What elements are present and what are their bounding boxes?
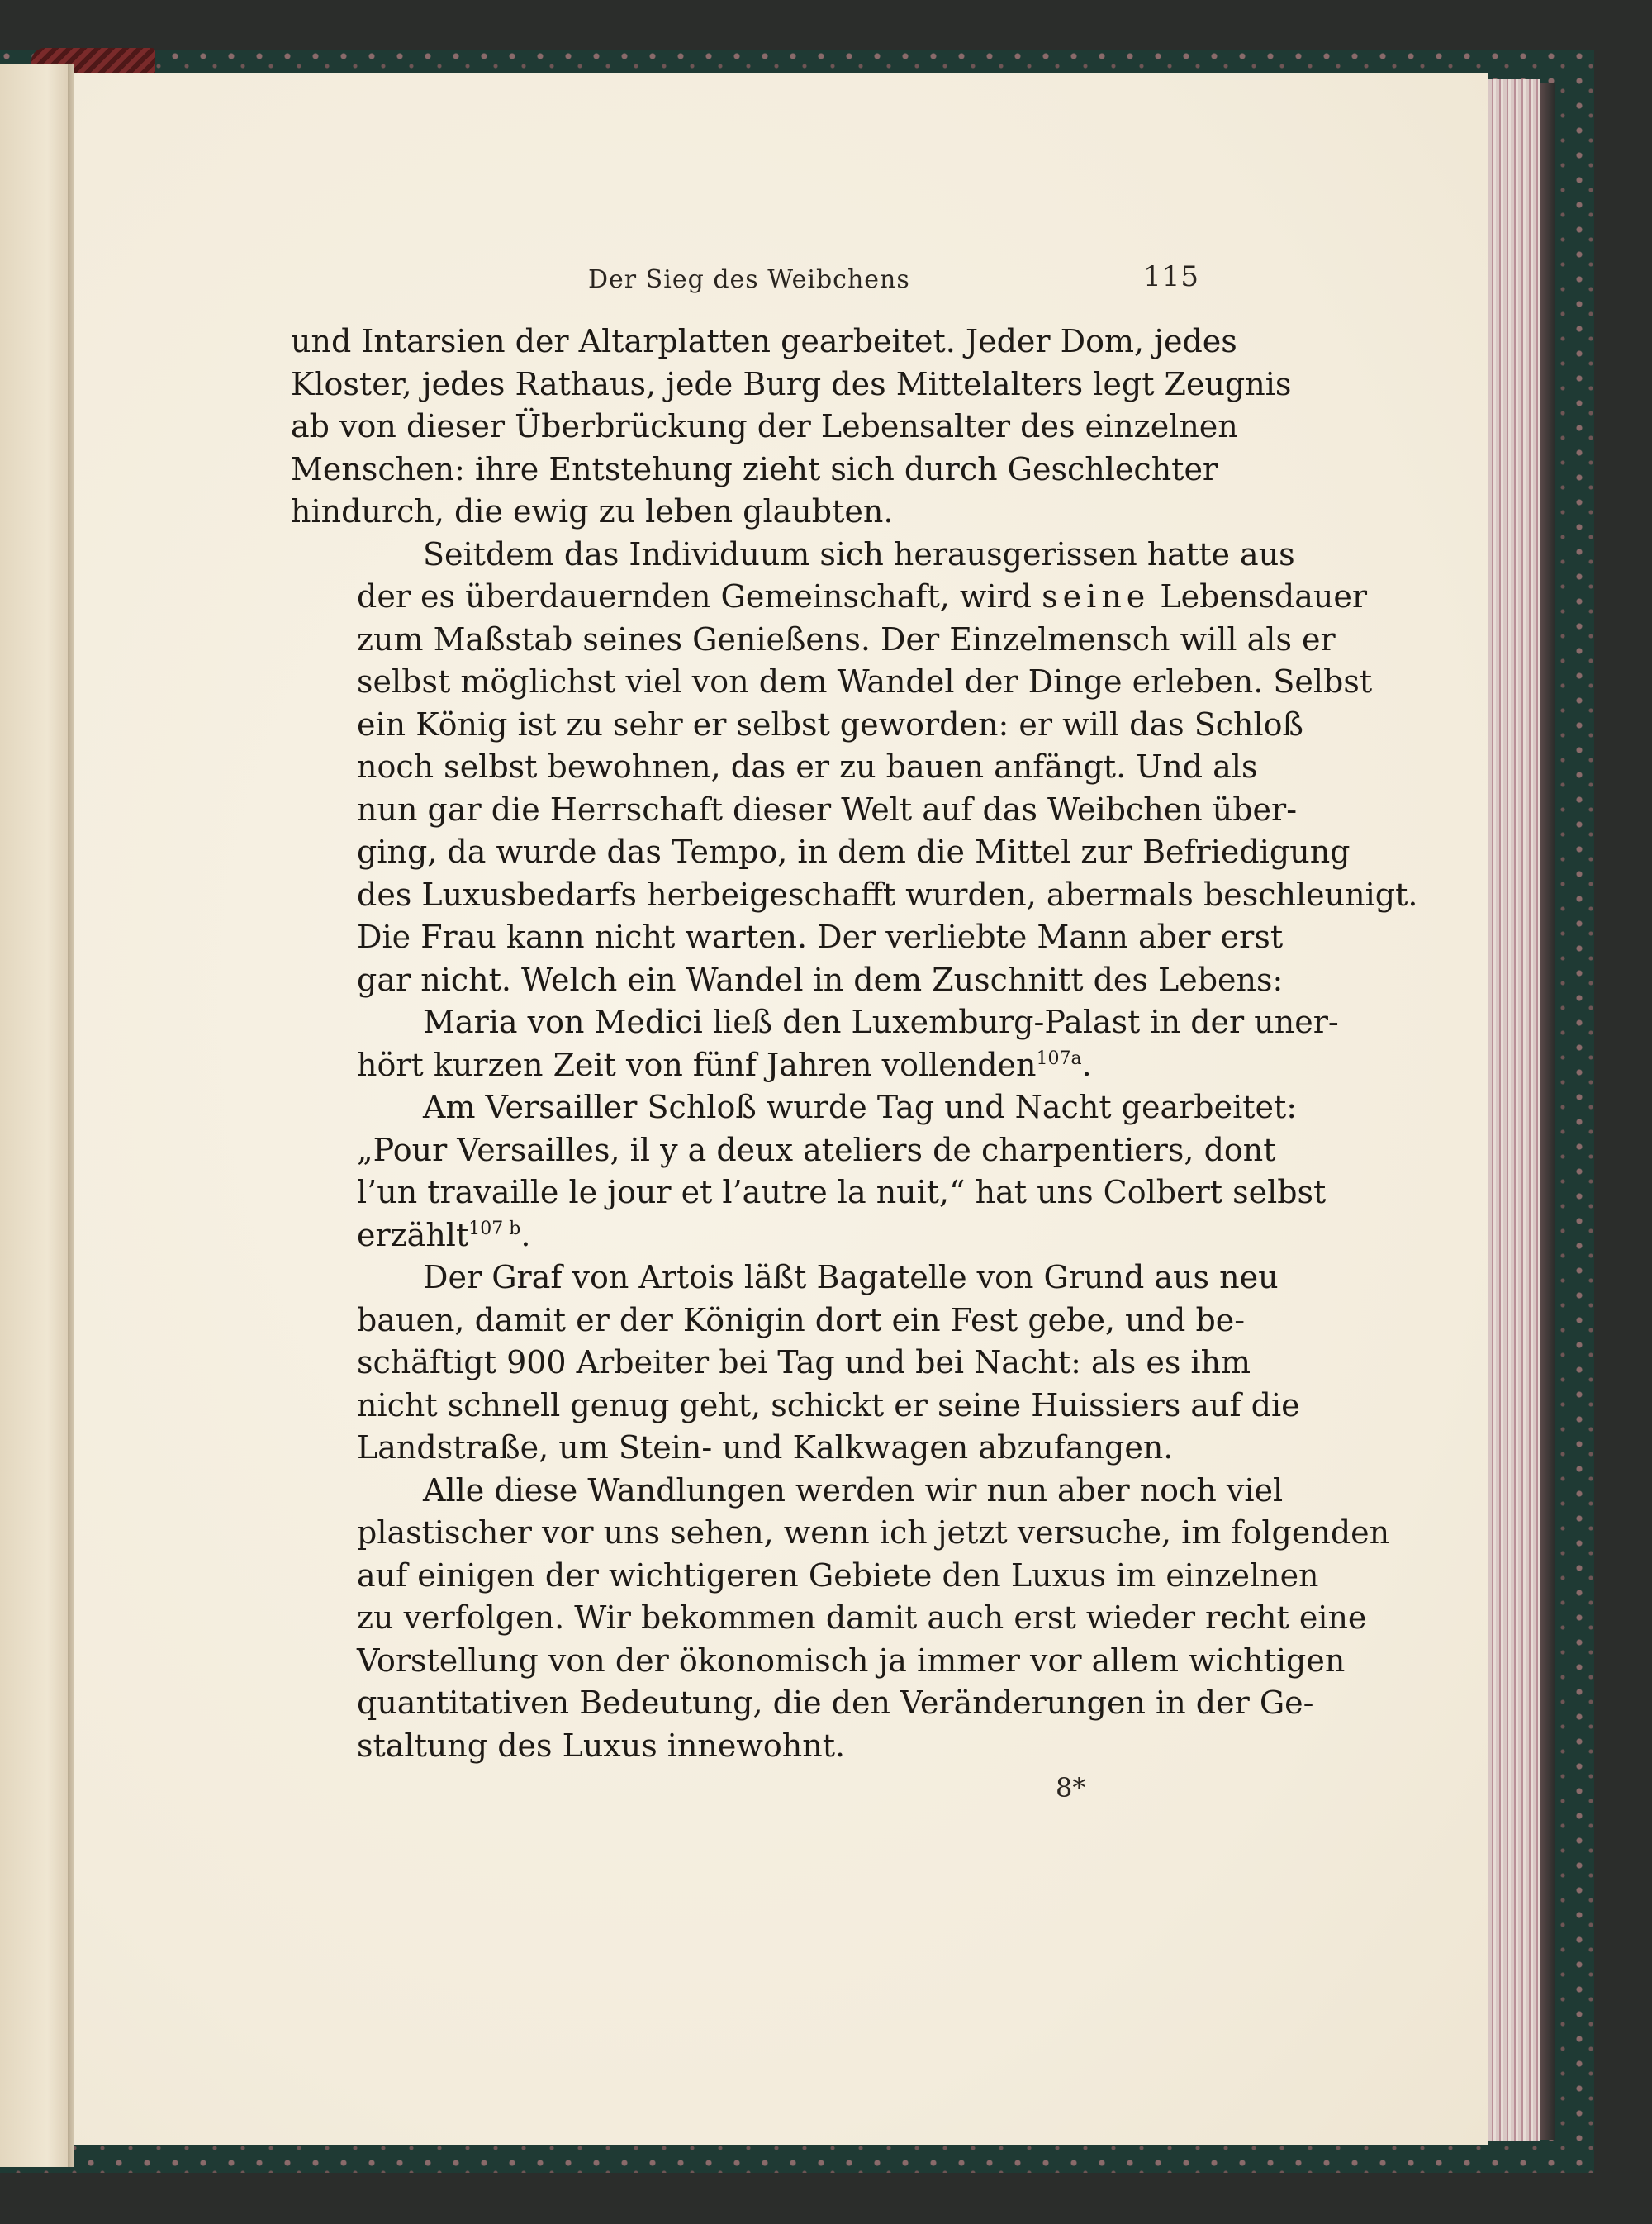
text-line: l’un travaille le jour et l’autre la nuit,“ hat uns Colbert selbst [357, 1174, 1327, 1210]
text-line: Landstraße, um Stein- und Kalkwagen abzufangen. [357, 1429, 1174, 1466]
text-line: Menschen: ihre Entstehung zieht sich durch Geschlechter [291, 450, 1218, 487]
text-line: hört kurzen Zeit von fünf Jahren vollenden$^{107a}$. [357, 1046, 1092, 1083]
book-gutter [68, 64, 74, 2167]
paragraph [291, 1470, 1390, 1768]
paragraph [291, 1086, 1327, 1257]
text-line: hindurch, die ewig zu leben glaubten. [291, 493, 894, 530]
left-page-edge [0, 64, 68, 2167]
paragraph [291, 1257, 1300, 1470]
body-text [291, 321, 1418, 1767]
text-line: nicht schnell genug geht, schickt er seine Huissiers auf die [357, 1386, 1300, 1423]
text-line: plastischer vor uns sehen, wenn ich jetzt versuche, im folgenden [357, 1514, 1390, 1551]
text-line: Maria von Medici ließ den Luxemburg-Palast in der uner- [423, 1004, 1339, 1040]
text-line: ein König ist zu sehr er selbst geworden: er will das Schloß [357, 706, 1303, 743]
text-line: und Intarsien der Altarplatten gearbeitet. Jeder Dom, jedes [291, 323, 1237, 359]
paragraph [291, 534, 1418, 1002]
text-line: quantitativen Bedeutung, die den Veränderungen in der Ge- [357, 1685, 1314, 1721]
text-line: staltung des Luxus innewohnt. [357, 1727, 846, 1764]
paragraph [291, 321, 1292, 534]
text-line: noch selbst bewohnen, das er zu bauen anfängt. Und als [357, 748, 1258, 785]
running-header [291, 260, 1199, 302]
text-line: gar nicht. Welch ein Wandel in dem Zuschnitt des Lebens: [357, 961, 1284, 998]
text-line: ab von dieser Überbrückung der Lebensalter des einzelnen [291, 408, 1238, 444]
page-edges [1488, 79, 1540, 2141]
text-line: erzählt$^{107 b}$. [357, 1216, 531, 1253]
text-line: bauen, damit er der Königin dort ein Fest gebe, und be- [357, 1301, 1246, 1338]
text-line: zu verfolgen. Wir bekommen damit auch erst wieder recht eine [357, 1599, 1367, 1636]
text-line: „Pour Versailles, il y a deux ateliers de charpentiers, dont [357, 1131, 1276, 1168]
text-line: schäftigt 900 Arbeiter bei Tag und bei Nacht: als es ihm [357, 1344, 1251, 1380]
text-line: zum Maßstab seines Genießens. Der Einzelmensch will als er [357, 620, 1336, 658]
text-line: Die Frau kann nicht warten. Der verliebte Mann aber erst [357, 919, 1284, 955]
text-line: Alle diese Wandlungen werden wir nun aber noch viel [423, 1471, 1284, 1509]
paragraph [291, 1001, 1339, 1086]
text-line: auf einigen der wichtigeren Gebiete den Luxus im einzelnen [357, 1556, 1319, 1594]
text-line: nun gar die Herrschaft dieser Welt auf das Weibchen über- [357, 791, 1298, 828]
text-line: ging, da wurde das Tempo, in dem die Mittel zur Befriedigung [357, 834, 1351, 870]
footnote-ref: 107 b [468, 1218, 521, 1239]
text-line: Vorstellung von der ökonomisch ja immer vor allem wichtigen [357, 1642, 1346, 1679]
text-line: Der Graf von Artois läßt Bagatelle von Grund aus neu [423, 1259, 1279, 1295]
footnote-ref: 107a [1036, 1048, 1082, 1069]
signature-mark: 8* [1056, 1772, 1086, 1803]
page-number: 115 [1143, 260, 1199, 293]
text-line: selbst möglichst viel von dem Wandel der Dinge erleben. Selbst [357, 663, 1373, 700]
text-line: des Luxusbedarfs herbeigeschafft wurden, abermals beschleunigt. [357, 876, 1418, 913]
text-line: Kloster, jedes Rathaus, jede Burg des Mittelalters legt Zeugnis [291, 365, 1292, 402]
text-line: Am Versailler Schloß wurde Tag und Nacht gearbeitet: [423, 1089, 1298, 1125]
running-title: Der Sieg des Weibchens [588, 265, 910, 294]
cover-edge-shadow [1540, 83, 1555, 2140]
text-line: Seitdem das Individuum sich herausgerissen hatte aus [423, 535, 1295, 573]
text-line: der es überdauernden Gemeinschaft, wird seine Lebensdauer [357, 578, 1367, 615]
